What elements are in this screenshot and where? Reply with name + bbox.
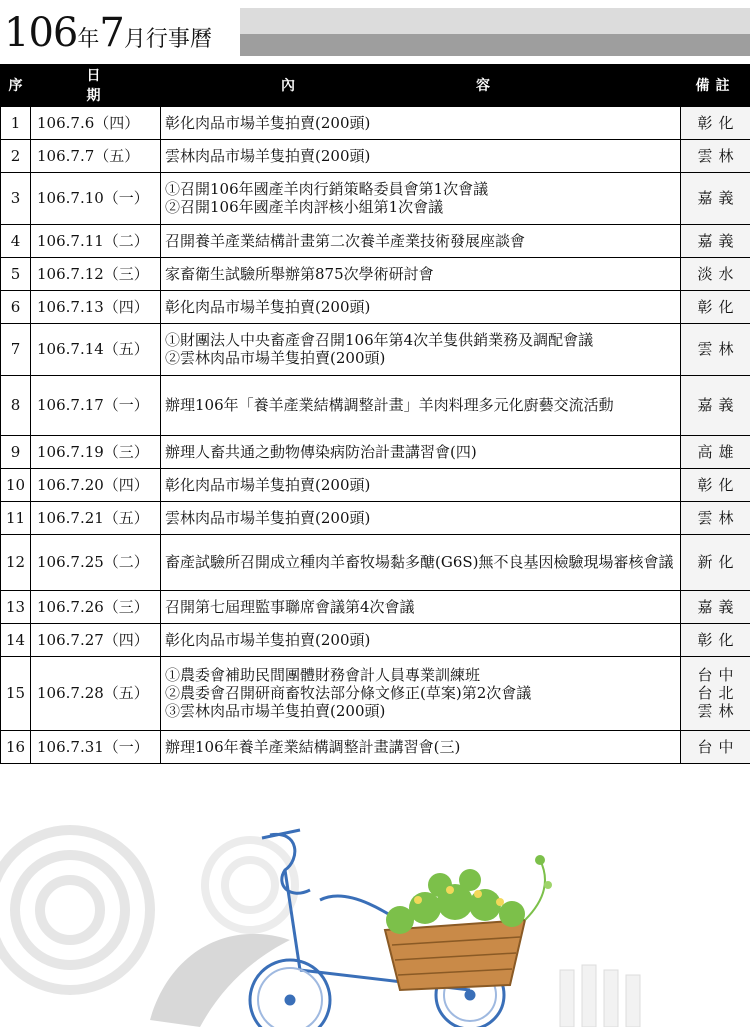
cell-content	[161, 623, 681, 656]
column-header-content-left: 內	[281, 78, 295, 94]
cell-note	[681, 590, 750, 623]
note-line: 嘉義	[697, 231, 740, 250]
note-line: 嘉義	[697, 396, 740, 414]
content-line: ①財團法人中央畜產會召開106年第4次羊隻供銷業務及調配會議	[165, 331, 594, 349]
cell-date: 106.7.19（三）	[31, 435, 161, 468]
table-row	[1, 106, 750, 139]
cell-seq: 8	[1, 375, 31, 435]
cell-content	[161, 435, 681, 468]
note-line: 台北	[697, 684, 740, 702]
cell-content	[161, 501, 681, 534]
note-line: 雲林	[697, 508, 740, 527]
cell-content	[161, 656, 681, 730]
cell-note	[681, 290, 750, 323]
note-line: 雲林	[697, 340, 740, 358]
note-line: 淡水	[697, 264, 740, 283]
cell-content	[161, 257, 681, 290]
cell-content	[161, 224, 681, 257]
title-bar-light	[240, 8, 750, 34]
note-line: 彰化	[697, 113, 740, 132]
note-line: 台中	[697, 666, 740, 684]
content-line: 雲林肉品市場羊隻拍賣(200頭)	[165, 508, 371, 527]
content-line: 辦理106年養羊產業結構調整計畫講習會(三)	[165, 737, 461, 756]
cell-date: 106.7.13（四）	[31, 290, 161, 323]
cell-seq: 16	[1, 730, 31, 763]
cell-seq: 11	[1, 501, 31, 534]
cell-seq: 10	[1, 468, 31, 501]
cell-note	[681, 656, 750, 730]
page-header	[0, 0, 750, 62]
cell-date: 106.7.6（四）	[31, 106, 161, 139]
note-line: 彰化	[697, 475, 740, 494]
column-header-note: 備註	[681, 65, 750, 107]
cell-content	[161, 139, 681, 172]
cell-content	[161, 106, 681, 139]
table-row	[1, 375, 750, 435]
content-line: 彰化肉品市場羊隻拍賣(200頭)	[165, 297, 371, 316]
cell-date: 106.7.10（一）	[31, 172, 161, 224]
cell-content	[161, 290, 681, 323]
cell-date: 106.7.7（五）	[31, 139, 161, 172]
content-line: ③雲林肉品市場羊隻拍賣(200頭)	[165, 702, 386, 720]
cell-seq: 5	[1, 257, 31, 290]
note-line: 雲林	[697, 146, 740, 165]
cell-date: 106.7.25（二）	[31, 534, 161, 590]
note-line: 嘉義	[697, 597, 740, 616]
content-line: 辦理人畜共通之動物傳染病防治計畫講習會(四)	[165, 442, 477, 461]
cell-note	[681, 172, 750, 224]
cell-note	[681, 257, 750, 290]
content-line: ①召開106年國產羊肉行銷策略委員會第1次會議	[165, 180, 489, 198]
cell-content	[161, 375, 681, 435]
cell-note	[681, 435, 750, 468]
cell-date: 106.7.17（一）	[31, 375, 161, 435]
cell-seq: 9	[1, 435, 31, 468]
illustration-svg	[0, 790, 750, 1027]
content-line: 彰化肉品市場羊隻拍賣(200頭)	[165, 113, 371, 132]
cell-date: 106.7.12（三）	[31, 257, 161, 290]
note-line: 雲林	[697, 702, 740, 720]
table-row	[1, 590, 750, 623]
column-header-date: 日期	[31, 65, 161, 107]
cell-date: 106.7.31（一）	[31, 730, 161, 763]
table-row	[1, 730, 750, 763]
note-line: 嘉義	[697, 189, 740, 207]
content-line: 彰化肉品市場羊隻拍賣(200頭)	[165, 475, 371, 494]
content-line: ②召開106年國產羊肉評核小組第1次會議	[165, 198, 444, 216]
cell-note	[681, 224, 750, 257]
title-year: 106	[4, 10, 78, 56]
wing-shape	[150, 934, 290, 1027]
cell-seq: 2	[1, 139, 31, 172]
cell-date: 106.7.20（四）	[31, 468, 161, 501]
content-line: 畜產試驗所召開成立種肉羊畜牧場黏多醣(G6S)無不良基因檢驗現場審核會議	[165, 553, 674, 571]
cell-note	[681, 534, 750, 590]
cell-date: 106.7.26（三）	[31, 590, 161, 623]
cell-note	[681, 323, 750, 375]
cell-content	[161, 590, 681, 623]
cell-date: 106.7.11（二）	[31, 224, 161, 257]
content-line: ①農委會補助民間團體財務會計人員專業訓練班	[165, 666, 481, 684]
table-row	[1, 224, 750, 257]
title-bar-dark	[240, 34, 750, 56]
cell-note	[681, 375, 750, 435]
title-year-suffix: 年	[77, 27, 100, 52]
table-row	[1, 435, 750, 468]
content-line: 彰化肉品市場羊隻拍賣(200頭)	[165, 630, 371, 649]
content-line: 辦理106年「養羊產業結構調整計畫」羊肉料理多元化廚藝交流活動	[165, 396, 614, 414]
title-month: 7	[99, 10, 124, 56]
cell-seq: 15	[1, 656, 31, 730]
cell-seq: 7	[1, 323, 31, 375]
cell-content	[161, 323, 681, 375]
table-row	[1, 172, 750, 224]
table-row	[1, 257, 750, 290]
cell-note	[681, 623, 750, 656]
cell-content	[161, 730, 681, 763]
title-rest: 月行事曆	[123, 27, 212, 52]
table-row	[1, 290, 750, 323]
cell-seq: 13	[1, 590, 31, 623]
cell-seq: 1	[1, 106, 31, 139]
cell-seq: 4	[1, 224, 31, 257]
cell-seq: 14	[1, 623, 31, 656]
cell-date: 106.7.28（五）	[31, 656, 161, 730]
schedule-table	[0, 64, 750, 764]
cell-seq: 3	[1, 172, 31, 224]
table-row	[1, 468, 750, 501]
table-header-row	[1, 65, 750, 107]
note-line: 台中	[697, 737, 740, 756]
cell-note	[681, 730, 750, 763]
note-line: 彰化	[697, 297, 740, 316]
cell-seq: 12	[1, 534, 31, 590]
table-row	[1, 323, 750, 375]
content-line: 家畜衛生試驗所舉辦第875次學術研討會	[165, 264, 434, 283]
content-line: ②雲林肉品市場羊隻拍賣(200頭)	[165, 349, 386, 367]
table-row	[1, 656, 750, 730]
note-line: 高雄	[697, 442, 740, 461]
cell-note	[681, 106, 750, 139]
content-line: 雲林肉品市場羊隻拍賣(200頭)	[165, 146, 371, 165]
cell-content	[161, 534, 681, 590]
content-line: 召開養羊產業結構計畫第二次養羊產業技術發展座談會	[165, 231, 526, 250]
content-line: ②農委會召開研商畜牧法部分條文修正(草案)第2次會議	[165, 684, 532, 702]
page-title	[4, 8, 212, 58]
schedule-body	[1, 106, 750, 763]
table-row	[1, 139, 750, 172]
cell-content	[161, 172, 681, 224]
column-header-content-right: 容	[476, 78, 490, 94]
flower-basket-icon	[385, 855, 552, 990]
cell-date: 106.7.14（五）	[31, 323, 161, 375]
cell-note	[681, 501, 750, 534]
column-header-seq: 序	[1, 65, 31, 107]
cell-note	[681, 468, 750, 501]
cell-date: 106.7.21（五）	[31, 501, 161, 534]
cell-note	[681, 139, 750, 172]
table-row	[1, 623, 750, 656]
table-row	[1, 501, 750, 534]
table-row	[1, 534, 750, 590]
cell-seq: 6	[1, 290, 31, 323]
swirl-decoration-left	[0, 830, 150, 990]
cell-content	[161, 468, 681, 501]
note-line: 彰化	[697, 630, 740, 649]
picket-fence	[560, 965, 640, 1027]
cell-date: 106.7.27（四）	[31, 623, 161, 656]
content-line: 召開第七屆理監事聯席會議第4次會議	[165, 597, 415, 616]
bicycle-flower-basket-illustration	[0, 790, 750, 1027]
column-header-content	[161, 65, 681, 107]
note-line: 新化	[697, 553, 740, 571]
